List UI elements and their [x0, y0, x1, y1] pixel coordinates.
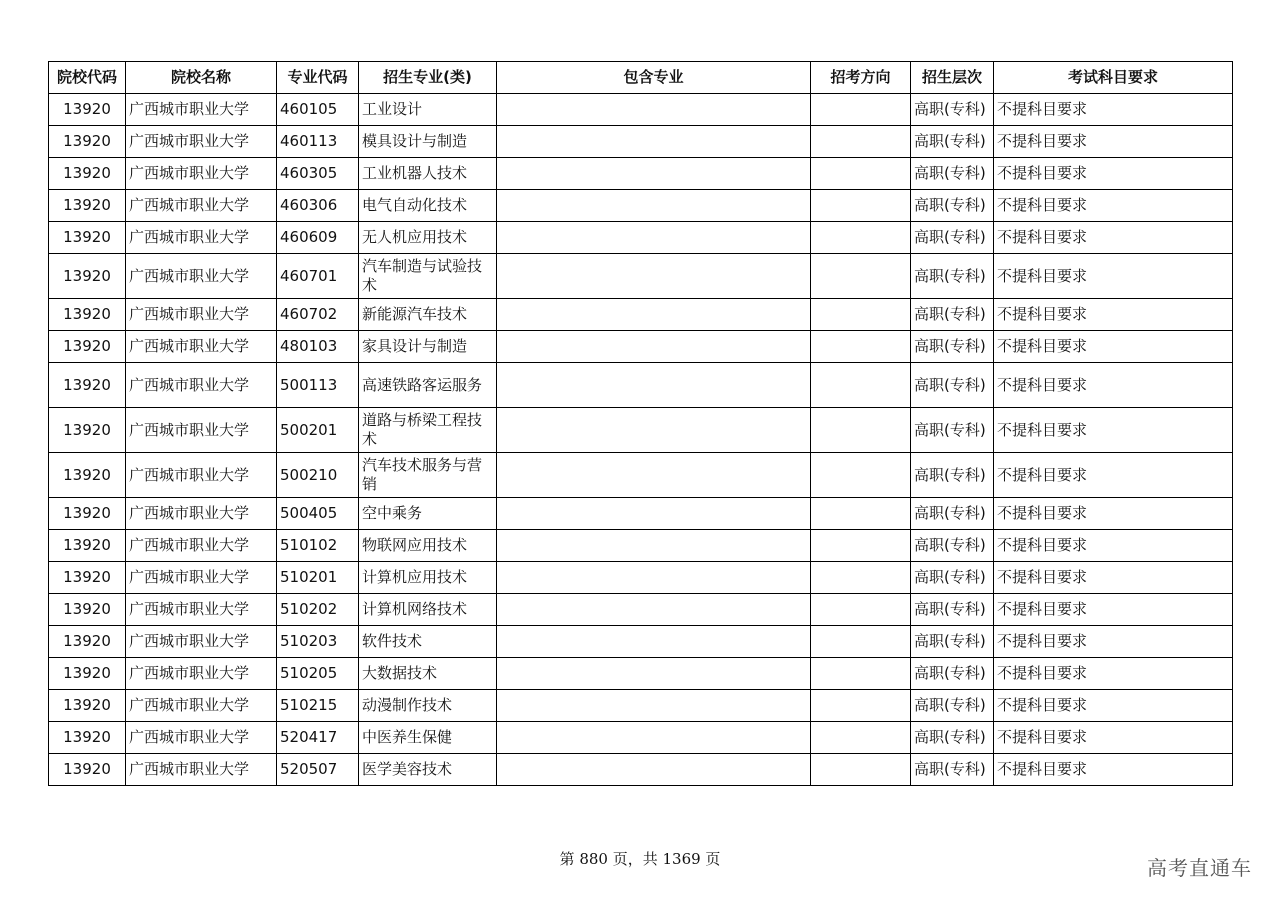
school-name-cell: 广西城市职业大学 [126, 530, 277, 562]
direction-cell [811, 690, 911, 722]
level-cell: 高职(专科) [911, 594, 994, 626]
major-cell: 计算机网络技术 [359, 594, 497, 626]
major-code-cell: 510205 [277, 658, 359, 690]
admissions-table [48, 61, 1233, 786]
major-cell: 模具设计与制造 [359, 126, 497, 158]
school-name-cell: 广西城市职业大学 [126, 158, 277, 190]
major-code-cell: 520417 [277, 722, 359, 754]
level-cell: 高职(专科) [911, 331, 994, 363]
included-majors-cell [497, 594, 811, 626]
direction-cell [811, 754, 911, 786]
direction-cell [811, 408, 911, 453]
major-cell: 物联网应用技术 [359, 530, 497, 562]
major-code-cell: 510201 [277, 562, 359, 594]
direction-cell [811, 363, 911, 408]
school-name-cell: 广西城市职业大学 [126, 754, 277, 786]
school-code-cell: 13920 [49, 126, 126, 158]
table-row [49, 562, 1233, 594]
direction-cell [811, 562, 911, 594]
direction-cell [811, 530, 911, 562]
direction-cell [811, 126, 911, 158]
school-code-cell: 13920 [49, 754, 126, 786]
included-majors-cell [497, 722, 811, 754]
table-row [49, 222, 1233, 254]
school-name-cell: 广西城市职业大学 [126, 594, 277, 626]
included-majors-cell [497, 126, 811, 158]
header-school-name: 院校名称 [126, 62, 277, 94]
school-name-cell: 广西城市职业大学 [126, 658, 277, 690]
school-code-cell: 13920 [49, 94, 126, 126]
major-code-cell: 500210 [277, 453, 359, 498]
header-row [49, 62, 1233, 94]
major-code-cell: 510102 [277, 530, 359, 562]
major-cell: 高速铁路客运服务 [359, 363, 497, 408]
school-code-cell: 13920 [49, 254, 126, 299]
watermark: 高考直通车 [1147, 856, 1252, 880]
major-code-cell: 460701 [277, 254, 359, 299]
level-cell: 高职(专科) [911, 222, 994, 254]
major-code-cell: 510215 [277, 690, 359, 722]
included-majors-cell [497, 408, 811, 453]
school-name-cell: 广西城市职业大学 [126, 299, 277, 331]
major-code-cell: 500113 [277, 363, 359, 408]
school-name-cell: 广西城市职业大学 [126, 498, 277, 530]
major-cell: 计算机应用技术 [359, 562, 497, 594]
level-cell: 高职(专科) [911, 722, 994, 754]
school-name-cell: 广西城市职业大学 [126, 408, 277, 453]
major-cell: 工业机器人技术 [359, 158, 497, 190]
subject-requirement-cell: 不提科目要求 [994, 408, 1233, 453]
major-cell: 道路与桥梁工程技术 [359, 408, 497, 453]
level-cell: 高职(专科) [911, 126, 994, 158]
subject-requirement-cell: 不提科目要求 [994, 530, 1233, 562]
major-cell: 电气自动化技术 [359, 190, 497, 222]
direction-cell [811, 299, 911, 331]
page-number: 第 880 页，共 1369 页 [559, 850, 721, 868]
table-row [49, 722, 1233, 754]
school-name-cell: 广西城市职业大学 [126, 690, 277, 722]
direction-cell [811, 594, 911, 626]
included-majors-cell [497, 562, 811, 594]
major-cell: 家具设计与制造 [359, 331, 497, 363]
school-name-cell: 广西城市职业大学 [126, 94, 277, 126]
direction-cell [811, 498, 911, 530]
included-majors-cell [497, 94, 811, 126]
school-code-cell: 13920 [49, 498, 126, 530]
table-row [49, 254, 1233, 299]
school-code-cell: 13920 [49, 408, 126, 453]
level-cell: 高职(专科) [911, 530, 994, 562]
major-cell: 新能源汽车技术 [359, 299, 497, 331]
table-row [49, 530, 1233, 562]
major-code-cell: 460105 [277, 94, 359, 126]
major-cell: 无人机应用技术 [359, 222, 497, 254]
subject-requirement-cell: 不提科目要求 [994, 594, 1233, 626]
level-cell: 高职(专科) [911, 562, 994, 594]
school-name-cell: 广西城市职业大学 [126, 562, 277, 594]
subject-requirement-cell: 不提科目要求 [994, 498, 1233, 530]
school-name-cell: 广西城市职业大学 [126, 331, 277, 363]
level-cell: 高职(专科) [911, 363, 994, 408]
table-row [49, 690, 1233, 722]
direction-cell [811, 158, 911, 190]
school-code-cell: 13920 [49, 222, 126, 254]
direction-cell [811, 94, 911, 126]
direction-cell [811, 658, 911, 690]
school-code-cell: 13920 [49, 594, 126, 626]
major-code-cell: 460113 [277, 126, 359, 158]
major-code-cell: 460305 [277, 158, 359, 190]
major-cell: 动漫制作技术 [359, 690, 497, 722]
school-code-cell: 13920 [49, 562, 126, 594]
major-cell: 汽车技术服务与营销 [359, 453, 497, 498]
subject-requirement-cell: 不提科目要求 [994, 658, 1233, 690]
table-row [49, 158, 1233, 190]
table-row [49, 299, 1233, 331]
school-code-cell: 13920 [49, 453, 126, 498]
major-code-cell: 510202 [277, 594, 359, 626]
school-code-cell: 13920 [49, 331, 126, 363]
table-row [49, 94, 1233, 126]
school-code-cell: 13920 [49, 690, 126, 722]
header-level: 招生层次 [911, 62, 994, 94]
included-majors-cell [497, 453, 811, 498]
table-row [49, 754, 1233, 786]
school-code-cell: 13920 [49, 363, 126, 408]
level-cell: 高职(专科) [911, 626, 994, 658]
school-name-cell: 广西城市职业大学 [126, 126, 277, 158]
major-code-cell: 510203 [277, 626, 359, 658]
table-row [49, 408, 1233, 453]
major-code-cell: 520507 [277, 754, 359, 786]
school-code-cell: 13920 [49, 190, 126, 222]
included-majors-cell [497, 754, 811, 786]
major-cell: 空中乘务 [359, 498, 497, 530]
subject-requirement-cell: 不提科目要求 [994, 126, 1233, 158]
direction-cell [811, 453, 911, 498]
subject-requirement-cell: 不提科目要求 [994, 331, 1233, 363]
major-code-cell: 480103 [277, 331, 359, 363]
school-name-cell: 广西城市职业大学 [126, 626, 277, 658]
included-majors-cell [497, 690, 811, 722]
subject-requirement-cell: 不提科目要求 [994, 754, 1233, 786]
subject-requirement-cell: 不提科目要求 [994, 363, 1233, 408]
school-code-cell: 13920 [49, 299, 126, 331]
header-major: 招生专业(类) [359, 62, 497, 94]
subject-requirement-cell: 不提科目要求 [994, 158, 1233, 190]
direction-cell [811, 331, 911, 363]
subject-requirement-cell: 不提科目要求 [994, 190, 1233, 222]
included-majors-cell [497, 222, 811, 254]
level-cell: 高职(专科) [911, 299, 994, 331]
major-cell: 汽车制造与试验技术 [359, 254, 497, 299]
level-cell: 高职(专科) [911, 408, 994, 453]
header-major-code: 专业代码 [277, 62, 359, 94]
table-row [49, 453, 1233, 498]
level-cell: 高职(专科) [911, 254, 994, 299]
school-code-cell: 13920 [49, 626, 126, 658]
subject-requirement-cell: 不提科目要求 [994, 94, 1233, 126]
major-cell: 工业设计 [359, 94, 497, 126]
included-majors-cell [497, 530, 811, 562]
subject-requirement-cell: 不提科目要求 [994, 299, 1233, 331]
school-name-cell: 广西城市职业大学 [126, 722, 277, 754]
header-included-majors: 包含专业 [497, 62, 811, 94]
major-code-cell: 500201 [277, 408, 359, 453]
included-majors-cell [497, 331, 811, 363]
level-cell: 高职(专科) [911, 453, 994, 498]
header-subject-requirement: 考试科目要求 [994, 62, 1233, 94]
included-majors-cell [497, 299, 811, 331]
school-name-cell: 广西城市职业大学 [126, 453, 277, 498]
school-code-cell: 13920 [49, 658, 126, 690]
table-row [49, 363, 1233, 408]
level-cell: 高职(专科) [911, 158, 994, 190]
subject-requirement-cell: 不提科目要求 [994, 626, 1233, 658]
school-name-cell: 广西城市职业大学 [126, 190, 277, 222]
school-code-cell: 13920 [49, 530, 126, 562]
direction-cell [811, 222, 911, 254]
subject-requirement-cell: 不提科目要求 [994, 690, 1233, 722]
school-name-cell: 广西城市职业大学 [126, 363, 277, 408]
subject-requirement-cell: 不提科目要求 [994, 722, 1233, 754]
school-code-cell: 13920 [49, 722, 126, 754]
subject-requirement-cell: 不提科目要求 [994, 562, 1233, 594]
table-row [49, 626, 1233, 658]
direction-cell [811, 190, 911, 222]
header-school-code: 院校代码 [49, 62, 126, 94]
major-cell: 软件技术 [359, 626, 497, 658]
school-name-cell: 广西城市职业大学 [126, 222, 277, 254]
table-header [49, 62, 1233, 94]
included-majors-cell [497, 254, 811, 299]
table-body [49, 94, 1233, 786]
school-code-cell: 13920 [49, 158, 126, 190]
table-row [49, 331, 1233, 363]
included-majors-cell [497, 190, 811, 222]
included-majors-cell [497, 626, 811, 658]
direction-cell [811, 722, 911, 754]
level-cell: 高职(专科) [911, 498, 994, 530]
table-row [49, 126, 1233, 158]
included-majors-cell [497, 363, 811, 408]
major-code-cell: 460306 [277, 190, 359, 222]
major-code-cell: 460609 [277, 222, 359, 254]
major-cell: 大数据技术 [359, 658, 497, 690]
table-row [49, 498, 1233, 530]
school-name-cell: 广西城市职业大学 [126, 254, 277, 299]
table-row [49, 658, 1233, 690]
subject-requirement-cell: 不提科目要求 [994, 222, 1233, 254]
subject-requirement-cell: 不提科目要求 [994, 453, 1233, 498]
subject-requirement-cell: 不提科目要求 [994, 254, 1233, 299]
included-majors-cell [497, 158, 811, 190]
table-row [49, 594, 1233, 626]
direction-cell [811, 254, 911, 299]
level-cell: 高职(专科) [911, 94, 994, 126]
included-majors-cell [497, 658, 811, 690]
major-code-cell: 460702 [277, 299, 359, 331]
header-direction: 招考方向 [811, 62, 911, 94]
major-cell: 中医养生保健 [359, 722, 497, 754]
level-cell: 高职(专科) [911, 690, 994, 722]
level-cell: 高职(专科) [911, 658, 994, 690]
major-code-cell: 500405 [277, 498, 359, 530]
included-majors-cell [497, 498, 811, 530]
table-row [49, 190, 1233, 222]
level-cell: 高职(专科) [911, 190, 994, 222]
major-cell: 医学美容技术 [359, 754, 497, 786]
level-cell: 高职(专科) [911, 754, 994, 786]
direction-cell [811, 626, 911, 658]
